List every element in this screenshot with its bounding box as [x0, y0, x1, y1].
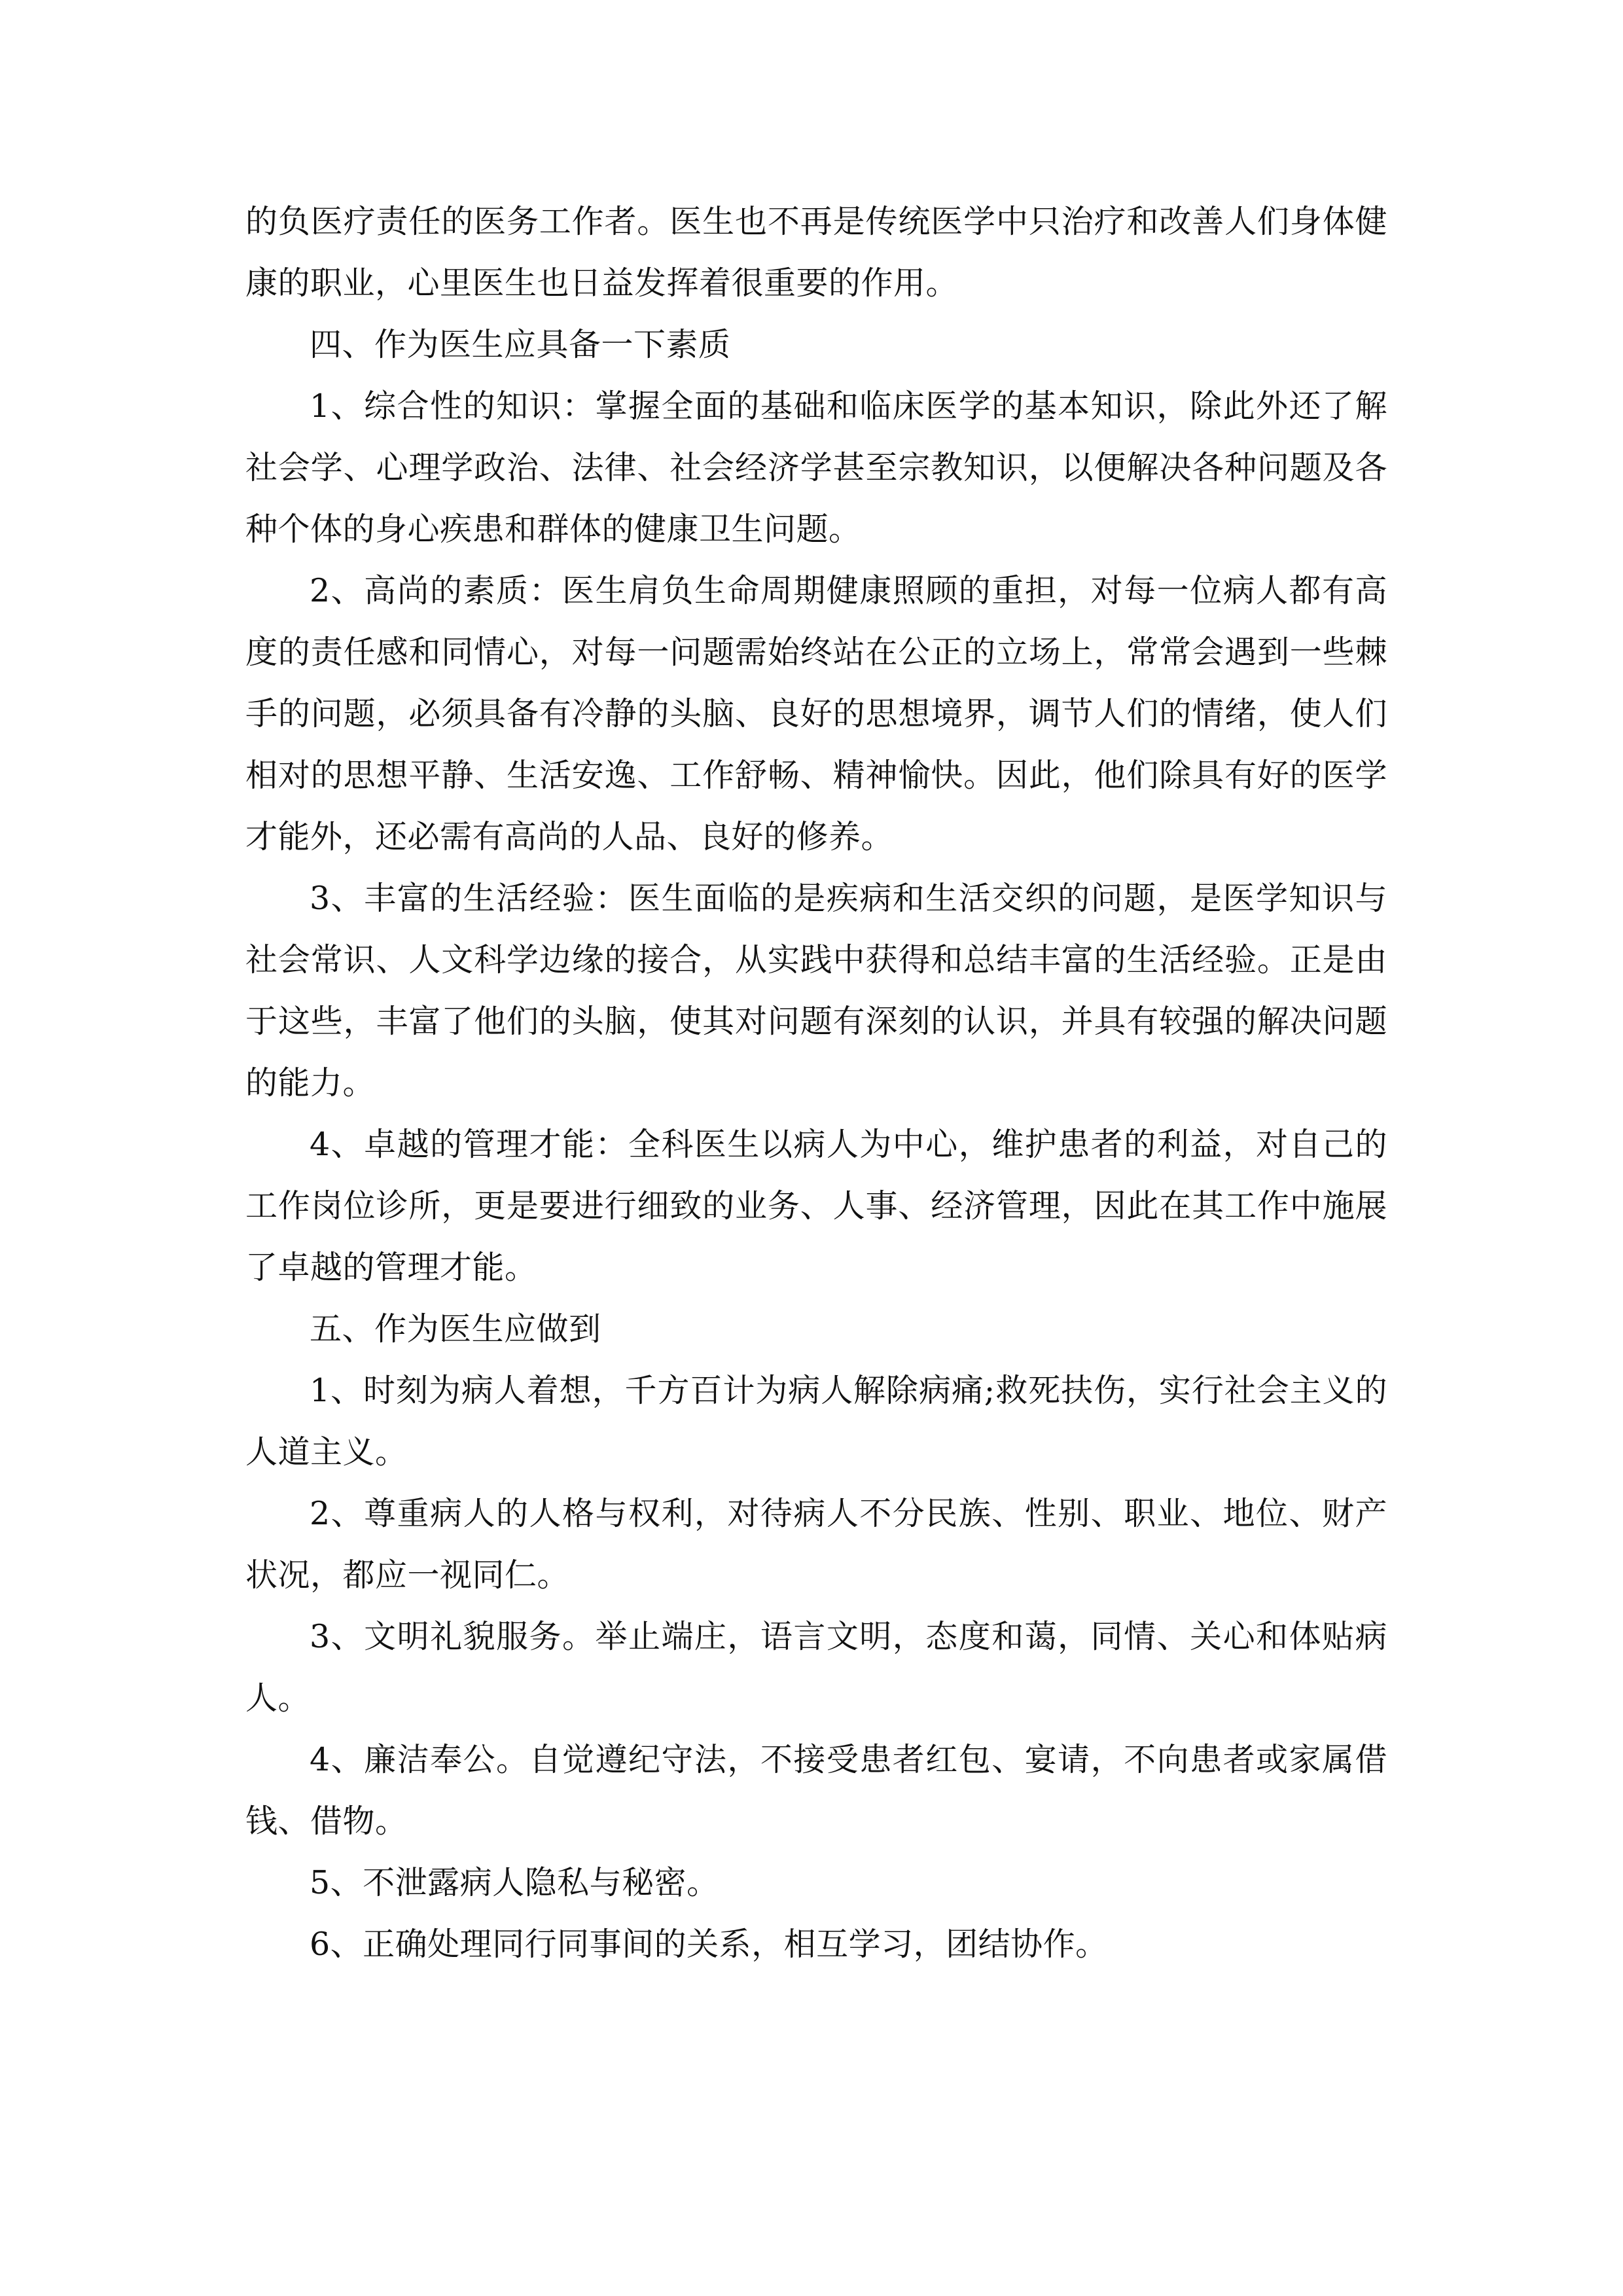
paragraph-knowledge: 1、综合性的知识：掌握全面的基础和临床医学的基本知识，除此外还了解社会学、心理学政治、法律、社会经济学甚至宗教知识，以便解决各种问题及各种个体的身心疾患和群体的健康卫生问题。: [245, 387, 1387, 548]
section-heading-qualities: 四、作为医生应具备一下素质: [310, 326, 731, 363]
paragraph-life-experience: 3、丰富的生活经验：医生面临的是疾病和生活交织的问题，是医学知识与社会常识、人文科学边缘的接合，从实践中获得和总结丰富的生活经验。正是由于这些，丰富了他们的头脑，使其对问题有深刻的认识，并具有较强的解决问题的能力。: [245, 880, 1387, 1102]
paragraph-continuation: 的负医疗责任的医务工作者。医生也不再是传统医学中只治疗和改善人们身体健康的职业，心里医生也日益发挥着很重要的作用。: [245, 203, 1387, 302]
paragraph-duty-4: 4、廉洁奉公。自觉遵纪守法，不接受患者红包、宴请，不向患者或家属借钱、借物。: [245, 1741, 1387, 1840]
paragraph-character: 2、高尚的素质：医生肩负生命周期健康照顾的重担，对每一位病人都有高度的责任感和同情心，对每一问题需始终站在公正的立场上，常常会遇到一些棘手的问题，必须具备有冷静的头脑、良好的思想境界，调节人们的情绪，使人们相对的思想平静、生活安逸、工作舒畅、精神愉快。因此，他们除具有好的医学才能外，还必需有高尚的人品、良好的修养。: [245, 572, 1387, 855]
paragraph-duty-6: 6、正确处理同行同事间的关系，相互学习，团结协作。: [310, 1926, 1108, 1963]
paragraph-duty-1: 1、时刻为病人着想，千方百计为病人解除病痛;救死扶伤，实行社会主义的人道主义。: [245, 1372, 1387, 1471]
section-heading-duties: 五、作为医生应做到: [310, 1310, 601, 1348]
paragraph-management: 4、卓越的管理才能：全科医生以病人为中心，维护患者的利益，对自己的工作岗位诊所，更是要进行细致的业务、人事、经济管理，因此在其工作中施展了卓越的管理才能。: [245, 1126, 1387, 1286]
paragraph-duty-2: 2、尊重病人的人格与权利，对待病人不分民族、性别、职业、地位、财产状况，都应一视同仁。: [245, 1495, 1387, 1594]
paragraph-duty-3: 3、文明礼貌服务。举止端庄，语言文明，态度和蔼，同情、关心和体贴病人。: [245, 1618, 1387, 1717]
paragraph-duty-5: 5、不泄露病人隐私与秘密。: [310, 1864, 719, 1901]
document-body: [245, 191, 1387, 1975]
